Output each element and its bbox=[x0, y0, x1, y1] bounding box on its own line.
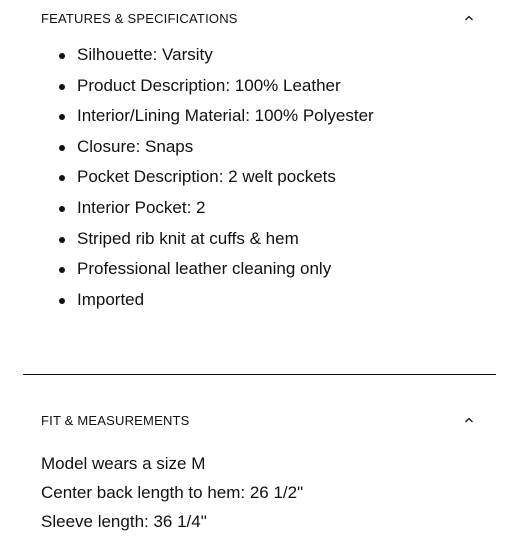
list-item: Professional leather cleaning only bbox=[59, 254, 496, 285]
features-title: FEATURES & SPECIFICATIONS bbox=[41, 10, 238, 26]
list-item: Interior Pocket: 2 bbox=[59, 193, 496, 224]
chevron-up-icon[interactable] bbox=[464, 416, 474, 424]
chevron-up-icon[interactable] bbox=[464, 14, 474, 22]
list-item: Interior/Lining Material: 100% Polyester bbox=[59, 101, 496, 132]
features-section bbox=[23, 4, 496, 315]
list-item: Product Description: 100% Leather bbox=[59, 71, 496, 102]
fit-line: Center back length to hem: 26 1/2" bbox=[41, 483, 304, 502]
section-divider bbox=[23, 374, 496, 375]
fit-line: Model wears a size M bbox=[41, 454, 206, 473]
fit-header[interactable] bbox=[23, 406, 496, 434]
list-item: Imported bbox=[59, 285, 496, 316]
list-item: Striped rib knit at cuffs & hem bbox=[59, 224, 496, 255]
features-list bbox=[23, 40, 496, 315]
fit-details bbox=[23, 449, 496, 536]
list-item: Closure: Snaps bbox=[59, 132, 496, 163]
fit-title: FIT & MEASUREMENTS bbox=[41, 412, 190, 428]
list-item: Pocket Description: 2 welt pockets bbox=[59, 162, 496, 193]
features-header[interactable] bbox=[23, 4, 496, 32]
list-item: Silhouette: Varsity bbox=[59, 40, 496, 71]
fit-line: Sleeve length: 36 1/4" bbox=[41, 512, 207, 531]
fit-section bbox=[23, 406, 496, 536]
